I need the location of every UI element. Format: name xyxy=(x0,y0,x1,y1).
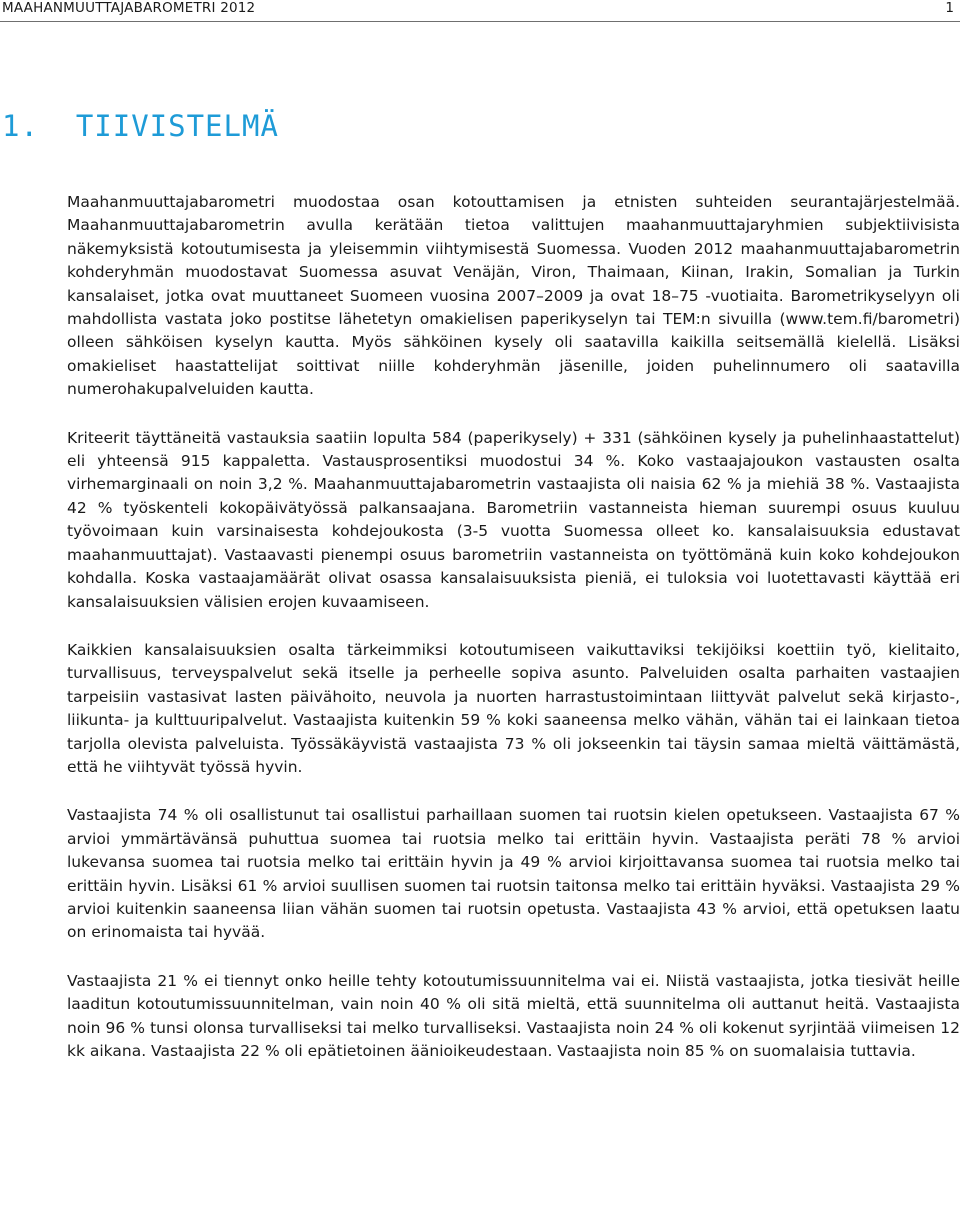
section-number: 1. xyxy=(2,109,39,143)
paragraph-integration-factors: Kaikkien kansalaisuuksien osalta tärkeimmiksi kotoutumiseen vaikuttaviksi tekijöiksi koettiin työ, kielitaito, turvallisuus, terveyspalvelut sekä itselle ja perheelle sopiva asunto. Palveluiden osalta parhaiten vastaajien tarpeisiin vastasivat lasten päivähoito, neuvola ja nuorten harrastustoimintaan liittyvät palvelut sekä kirjasto-, liikunta- ja kulttuuripalvelut. Vastaajista kuitenkin 59 % koki saaneensa melko vähän, vähän tai ei lainkaan tietoa tarjolla olevista palveluista. Työssäkäyvistä vastaajista 73 % oli jokseenkin tai täysin samaa mieltä väittämästä, että he viihtyvät työssä hyvin. xyxy=(67,640,960,776)
running-header xyxy=(0,0,960,16)
paragraph-respondents: Kriteerit täyttäneitä vastauksia saatiin lopulta 584 (paperikysely) + 331 (sähköinen kysely ja puhelinhaastattelut) eli yhteensä 915 kappaletta. Vastausprosentiksi muodostui 34 %. Koko vastaajajoukon vastausten osalta virhemarginaali on noin 3,2 %. Maahanmuuttajabarometrin vastaajista oli naisia 62 % ja miehiä 38 %. Vastaajista 42 % työskenteli kokopäivätyössä palkansaajana. Barometriin vastanneista hieman suurempi osuus kuuluu työvoimaan kuin varsinaisesta kohdejoukosta (3-5 vuotta Suomessa olleet ko. kansalaisuuksia edustavat maahanmuuttajat). Vastaavasti pienempi osuus barometriin vastanneista on työttömänä kuin koko kohdejoukon kohdalla. Koska vastaajamäärät olivat osassa kansalaisuuksista pieniä, ei tuloksia voi luotettavasti käyttää eri kansalaisuuksien välisien erojen kuvaamiseen. xyxy=(67,428,960,611)
summary-body xyxy=(67,191,960,1088)
paragraph-introduction: Maahanmuuttajabarometri muodostaa osan kotouttamisen ja etnisten suhteiden seurantajärjestelmää. Maahanmuuttajabarometrin avulla kerätään tietoa valittujen maahanmuuttajaryhmien subjektiivisista näkemyksistä kotoutumisesta ja yleisemmin viihtymisestä Suomessa. Vuoden 2012 maahanmuuttajabarometrin kohderyhmän muodostavat Suomessa asuvat Venäjän, Viron, Thaimaan, Kiinan, Irakin, Somalian ja Turkin kansalaiset, jotka ovat muuttaneet Suomeen vuosina 2007–2009 ja ovat 18–75 -vuotiaita. Barometrikyselyyn oli mahdollista vastata joko postitse lähetetyn omakielisen paperikyselyn tai TEM:n sivuilla (www.tem.fi/barometri) olleen sähköisen kyselyn kautta. Myös sähköinen kysely oli saatavilla kaikilla seitsemällä kielellä. Lisäksi omakieliset haastattelijat soittivat niille kohderyhmän jäsenille, joiden puhelinnumero oli saatavilla numerohakupalveluiden kautta. xyxy=(67,193,960,399)
document-name: MAAHANMUUTTAJABAROMETRI 2012 xyxy=(2,0,256,16)
paragraph-language-skills: Vastaajista 74 % oli osallistunut tai osallistui parhaillaan suomen tai ruotsin kielen opetukseen. Vastaajista 67 % arvioi ymmärtävänsä puhuttua suomea tai ruotsia melko tai erittäin hyvin. Vastaajista peräti 78 % arvioi lukevansa suomea tai ruotsia melko tai erittäin hyvin ja 49 % arvioi kirjoittavansa suomea tai ruotsia melko tai erittäin hyvin. Lisäksi 61 % arvioi suullisen suomen tai ruotsin taitonsa melko tai erittäin hyväksi. Vastaajista 29 % arvioi kuitenkin saaneensa liian vähän suomen tai ruotsin opetusta. Vastaajista 43 % arvioi, että opetuksen laatu on erinomaista tai hyvää. xyxy=(67,806,960,942)
header-divider xyxy=(0,21,960,22)
section-title: TIIVISTELMÄ xyxy=(75,109,279,143)
section-heading xyxy=(2,108,279,144)
paragraph-integration-plan: Vastaajista 21 % ei tiennyt onko heille tehty kotoutumissuunnitelma vai ei. Niistä vastaajista, jotka tiesivät heille laaditun kotoutumissuunnitelman, vain noin 40 % oli sitä mieltä, että suunnitelma oli auttanut heitä. Vastaajista noin 96 % tunsi olonsa turvalliseksi tai melko turvalliseksi. Vastaajista noin 24 % oli kokenut syrjintää viimeisen 12 kk aikana. Vastaajista 22 % oli epätietoinen äänioikeudestaan. Vastaajista noin 85 % on suomalaisia tuttavia. xyxy=(67,971,960,1060)
page-number: 1 xyxy=(945,0,954,16)
